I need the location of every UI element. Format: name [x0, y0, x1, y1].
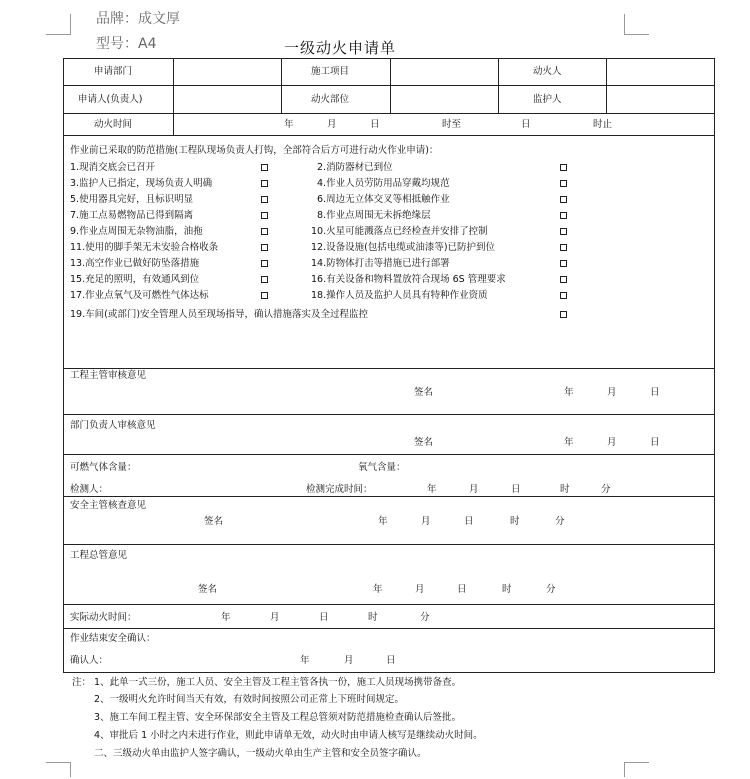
row-divider: [64, 85, 714, 86]
measures-intro: 作业前已采取的防范措施(工程队现场负责人打钩，全部符合后方可进行动火作业申请)：: [70, 145, 439, 156]
fire-location-label: 动火部位: [311, 94, 350, 105]
detect-month: 月: [469, 484, 479, 495]
col-divider: [390, 59, 391, 113]
checkbox-measure-11[interactable]: [261, 244, 268, 251]
measure-item-19: 19.车间(或部门)安全管理人员至现场指导，确认措施落实及全过程监控: [70, 309, 369, 320]
apply-dept-label: 申请部门: [94, 66, 133, 77]
eng-director-day: 日: [457, 584, 467, 595]
safety-mgr-hour: 时: [510, 516, 520, 527]
inspector-label: 检测人：: [70, 484, 109, 495]
col-divider: [281, 59, 282, 113]
eng-mgr-year: 年: [564, 387, 574, 398]
measure-item-6: 6.周边无立体交叉等相抵触作业: [317, 194, 450, 205]
checkbox-measure-16[interactable]: [560, 276, 567, 283]
fire-time-until: 时至: [442, 119, 462, 130]
note-2: 2、一级明火允许时间当天有效，有效时间按照公司正常上下班时间规定。: [94, 694, 405, 705]
checkbox-measure-2[interactable]: [560, 164, 567, 171]
brand-label: 品牌：成文厚: [96, 11, 180, 27]
safety-mgr-day: 日: [464, 516, 474, 527]
eng-director-minute: 分: [546, 584, 556, 595]
col-divider: [173, 59, 174, 135]
detect-year: 年: [427, 484, 437, 495]
measure-item-8: 8.作业点周围无未拆绝缘层: [317, 210, 431, 221]
detect-day: 日: [511, 484, 521, 495]
fire-time-label: 动火时间: [94, 119, 133, 130]
safety-mgr-review-label: 安全主管核查意见: [70, 500, 147, 511]
row-divider: [64, 414, 714, 415]
detect-minute: 分: [601, 484, 611, 495]
confirm-day: 日: [386, 655, 396, 666]
note-3: 3、施工车间工程主管、安全环保部安全主管及工程总管须对防范措施检查确认后签批。: [94, 712, 462, 723]
checkbox-measure-19[interactable]: [560, 311, 567, 318]
row-divider: [64, 544, 714, 545]
fire-person-label: 动火人: [533, 66, 562, 77]
dept-head-day: 日: [650, 437, 660, 448]
checkbox-measure-13[interactable]: [261, 260, 268, 267]
actual-day: 日: [319, 612, 329, 623]
measure-item-17: 17.作业点氧气及可燃性气体达标: [70, 290, 209, 301]
crop-mark-bottom-right: [624, 762, 649, 777]
row-divider: [64, 368, 714, 369]
checkbox-measure-15[interactable]: [261, 276, 268, 283]
crop-mark-top-left: [46, 14, 71, 35]
fire-time-day: 日: [370, 119, 380, 130]
row-divider: [64, 496, 714, 497]
checkbox-measure-17[interactable]: [261, 292, 268, 299]
measure-item-1: 1.现消交底会已召开: [70, 162, 156, 173]
actual-fire-time-label: 实际动火时间：: [70, 612, 137, 623]
project-label: 施工项目: [311, 66, 350, 77]
actual-minute: 分: [420, 612, 430, 623]
dept-head-year: 年: [564, 437, 574, 448]
row-divider: [64, 604, 714, 605]
permit-form-table: [63, 58, 715, 673]
actual-hour: 时: [368, 612, 378, 623]
end-safety-confirm-label: 作业结束安全确认：: [70, 633, 156, 644]
safety-mgr-year: 年: [378, 516, 388, 527]
measure-item-9: 9.作业点周围无杂物油脂，油拖: [70, 226, 203, 237]
checkbox-measure-10[interactable]: [560, 228, 567, 235]
form-title: 一级动火申请单: [284, 39, 397, 57]
dept-head-month: 月: [607, 437, 617, 448]
measure-item-5: 5.使用器具完好，且标识明显: [70, 194, 194, 205]
eng-mgr-day: 日: [650, 387, 660, 398]
actual-month: 月: [270, 612, 280, 623]
eng-mgr-month: 月: [607, 387, 617, 398]
fire-time-month: 月: [327, 119, 337, 130]
checkbox-measure-14[interactable]: [560, 260, 567, 267]
detect-time-label: 检测完成时间：: [306, 484, 373, 495]
measure-item-18: 18.操作人员及监护人员具有特种作业资质: [311, 290, 488, 301]
note-1: 注： 1、此单一式三份，施工人员、安全主管及工程主管各执一份，施工人员现场携带备查。: [72, 677, 462, 688]
measure-item-16: 16.有关设备和物料置放符合现场 6S 管理要求: [311, 274, 506, 285]
crop-mark-top-right: [624, 14, 649, 35]
checkbox-measure-7[interactable]: [261, 212, 268, 219]
safety-mgr-month: 月: [421, 516, 431, 527]
eng-director-hour: 时: [502, 584, 512, 595]
crop-mark-bottom-left: [46, 762, 71, 777]
measure-item-13: 13.高空作业已做好防坠落措施: [70, 258, 200, 269]
measure-item-10: 10.火星可能溅落点已经检查并安排了控制: [311, 226, 488, 237]
eng-mgr-sign-label: 签名: [414, 387, 434, 398]
checkbox-measure-3[interactable]: [261, 180, 268, 187]
fire-time-stop: 时止: [593, 119, 613, 130]
measure-item-11: 11.使用的脚手架无未安验合格收条: [70, 242, 219, 253]
checkbox-measure-1[interactable]: [261, 164, 268, 171]
measure-item-7: 7.施工点易燃物品已得到隔离: [70, 210, 194, 221]
note-5: 二、三级动火单由监护人签字确认，一级动火单由生产主管和安全员签字确认。: [94, 748, 427, 759]
checkbox-measure-8[interactable]: [560, 212, 567, 219]
row-divider: [64, 135, 714, 136]
col-divider: [606, 59, 607, 113]
row-divider: [64, 628, 714, 629]
eng-director-year: 年: [373, 584, 383, 595]
dept-head-review-label: 部门负责人审核意见: [70, 420, 156, 431]
measure-item-4: 4.作业人员劳防用品穿戴均规范: [317, 178, 450, 189]
oxygen-label: 氧气含量：: [358, 462, 406, 473]
measure-item-2: 2.消防器材已到位: [317, 162, 393, 173]
combustible-gas-label: 可燃气体含量：: [70, 462, 137, 473]
eng-director-month: 月: [415, 584, 425, 595]
confirm-month: 月: [344, 655, 354, 666]
checkbox-measure-6[interactable]: [560, 196, 567, 203]
col-divider: [498, 59, 499, 113]
fire-time-day-end: 日: [521, 119, 531, 130]
checkbox-measure-4[interactable]: [560, 180, 567, 187]
measure-item-15: 15.充足的照明，有效通风到位: [70, 274, 200, 285]
safety-mgr-minute: 分: [555, 516, 565, 527]
detect-hour: 时: [560, 484, 570, 495]
row-divider: [64, 113, 714, 114]
measure-item-12: 12.设备设施(包括电缆或油漆等)已防护到位: [311, 242, 496, 253]
measure-item-14: 14.防物体打击等措施已进行部署: [311, 258, 450, 269]
checkbox-measure-18[interactable]: [560, 292, 567, 299]
confirm-year: 年: [300, 655, 310, 666]
model-label: 型号：A4: [96, 36, 157, 52]
fire-time-year: 年: [284, 119, 294, 130]
eng-director-sign-label: 签名: [198, 584, 218, 595]
actual-year: 年: [221, 612, 231, 623]
safety-mgr-sign-label: 签名: [204, 516, 224, 527]
checkbox-measure-5[interactable]: [261, 196, 268, 203]
eng-mgr-review-label: 工程主管审核意见: [70, 370, 147, 381]
row-divider: [64, 454, 714, 455]
checkbox-measure-12[interactable]: [560, 244, 567, 251]
confirmer-label: 确认人：: [70, 655, 109, 666]
dept-head-sign-label: 签名: [414, 437, 434, 448]
guardian-label: 监护人: [533, 94, 562, 105]
applicant-label: 申请人(负责人): [78, 94, 143, 105]
measure-item-3: 3.监护人已指定，现场负责人明确: [70, 178, 213, 189]
checkbox-measure-9[interactable]: [261, 228, 268, 235]
note-4: 4、审批后 1 小时之内未进行作业，则此申请单无效，动火时由申请人核写是继续动火时间。: [94, 730, 483, 741]
eng-director-review-label: 工程总管意见: [70, 550, 128, 561]
